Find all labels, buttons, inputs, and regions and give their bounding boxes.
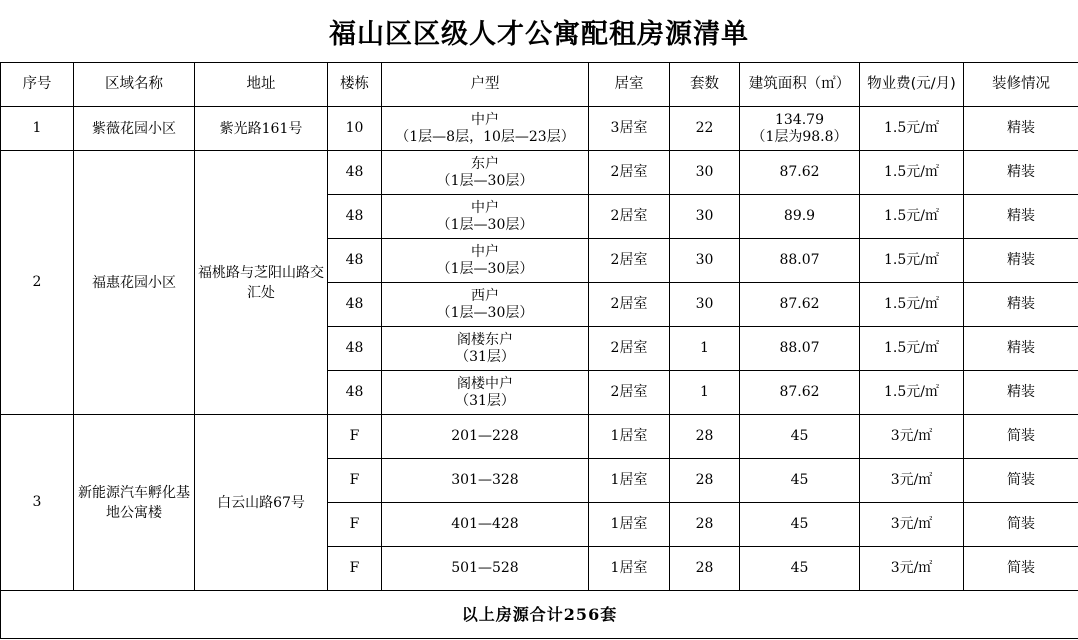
header-row — [1, 63, 1078, 107]
unit-type: 201—228 — [382, 415, 589, 459]
rooms: 2居室 — [589, 371, 670, 415]
header-cell: 套数 — [670, 63, 740, 107]
floor-area: 88.07 — [740, 327, 860, 371]
document-title: 福山区区级人才公寓配租房源清单 — [329, 18, 749, 50]
floor-area: 45 — [740, 415, 860, 459]
footer-row — [1, 591, 1078, 639]
property-fee: 1.5元/㎡ — [860, 151, 964, 195]
unit-type-line: 阁楼中户 — [457, 375, 513, 392]
decoration: 精装 — [964, 107, 1078, 151]
unit-type-line: （1层—30层） — [436, 260, 534, 277]
rooms: 3居室 — [589, 107, 670, 151]
property-fee: 3元/㎡ — [860, 547, 964, 591]
property-fee: 3元/㎡ — [860, 503, 964, 547]
floor-area: 45 — [740, 547, 860, 591]
table-row — [1, 151, 1078, 195]
unit-count: 28 — [670, 547, 740, 591]
unit-type: 401—428 — [382, 503, 589, 547]
unit-type-line: 中户 — [471, 199, 499, 216]
floor-area: 45 — [740, 503, 860, 547]
unit-type — [382, 371, 589, 415]
floor-area: 45 — [740, 459, 860, 503]
total-summary: 以上房源合计256套 — [1, 591, 1078, 639]
property-fee: 1.5元/㎡ — [860, 327, 964, 371]
decoration: 精装 — [964, 283, 1078, 327]
unit-type: 501—528 — [382, 547, 589, 591]
row-number: 1 — [1, 107, 74, 151]
building: 48 — [328, 327, 382, 371]
property-fee: 1.5元/㎡ — [860, 107, 964, 151]
property-fee: 1.5元/㎡ — [860, 195, 964, 239]
unit-type — [382, 239, 589, 283]
property-fee: 1.5元/㎡ — [860, 239, 964, 283]
unit-type — [382, 327, 589, 371]
building: 48 — [328, 195, 382, 239]
floor-area: 87.62 — [740, 151, 860, 195]
property-fee: 3元/㎡ — [860, 459, 964, 503]
property-fee: 1.5元/㎡ — [860, 283, 964, 327]
unit-type — [382, 151, 589, 195]
building: 48 — [328, 371, 382, 415]
rooms: 2居室 — [589, 327, 670, 371]
unit-type-line: （1层—8层，10层—23层） — [395, 128, 575, 145]
rooms: 2居室 — [589, 283, 670, 327]
row-number: 2 — [1, 151, 74, 415]
decoration: 简装 — [964, 459, 1078, 503]
address: 紫光路161号 — [195, 107, 328, 151]
rooms: 2居室 — [589, 151, 670, 195]
decoration: 精装 — [964, 195, 1078, 239]
unit-count: 28 — [670, 503, 740, 547]
unit-count: 30 — [670, 151, 740, 195]
housing-table — [0, 62, 1078, 639]
header-cell: 居室 — [589, 63, 670, 107]
address: 福桃路与芝阳山路交汇处 — [195, 151, 328, 415]
building: 48 — [328, 239, 382, 283]
unit-type-line: （1层—30层） — [436, 172, 534, 189]
decoration: 精装 — [964, 371, 1078, 415]
unit-count: 28 — [670, 459, 740, 503]
unit-count: 1 — [670, 371, 740, 415]
building: 48 — [328, 151, 382, 195]
floor-area — [740, 107, 860, 151]
table-row — [1, 107, 1078, 151]
address: 白云山路67号 — [195, 415, 328, 591]
unit-type-line: （31层） — [455, 348, 515, 365]
unit-type-line: （31层） — [455, 392, 515, 409]
decoration: 精装 — [964, 151, 1078, 195]
header-cell: 楼栋 — [328, 63, 382, 107]
header-cell: 装修情况 — [964, 63, 1078, 107]
property-fee: 3元/㎡ — [860, 415, 964, 459]
rooms: 2居室 — [589, 195, 670, 239]
region-name: 新能源汽车孵化基地公寓楼 — [74, 415, 195, 591]
property-fee: 1.5元/㎡ — [860, 371, 964, 415]
decoration: 简装 — [964, 547, 1078, 591]
unit-type-line: （1层—30层） — [436, 304, 534, 321]
building: F — [328, 503, 382, 547]
floor-area: 87.62 — [740, 283, 860, 327]
header-cell: 区域名称 — [74, 63, 195, 107]
floor-area: 87.62 — [740, 371, 860, 415]
rooms: 1居室 — [589, 459, 670, 503]
table-row — [1, 415, 1078, 459]
decoration: 简装 — [964, 415, 1078, 459]
floor-area-line: 134.79 — [775, 111, 824, 128]
rooms: 1居室 — [589, 415, 670, 459]
unit-count: 28 — [670, 415, 740, 459]
unit-type-line: 中户 — [471, 111, 499, 128]
building: F — [328, 547, 382, 591]
decoration: 简装 — [964, 503, 1078, 547]
unit-count: 22 — [670, 107, 740, 151]
header-cell: 建筑面积（㎡） — [740, 63, 860, 107]
unit-type-line: 中户 — [471, 243, 499, 260]
unit-type-line: 阁楼东户 — [457, 331, 513, 348]
rooms: 2居室 — [589, 239, 670, 283]
unit-type — [382, 283, 589, 327]
header-cell: 序号 — [1, 63, 74, 107]
decoration: 精装 — [964, 327, 1078, 371]
unit-type — [382, 195, 589, 239]
unit-type — [382, 107, 589, 151]
unit-type-line: （1层—30层） — [436, 216, 534, 233]
rooms: 1居室 — [589, 547, 670, 591]
region-name: 福惠花园小区 — [74, 151, 195, 415]
header-cell: 物业费(元/月) — [860, 63, 964, 107]
building: F — [328, 415, 382, 459]
table-body — [1, 107, 1078, 639]
region-name: 紫薇花园小区 — [74, 107, 195, 151]
header-cell: 户型 — [382, 63, 589, 107]
unit-count: 1 — [670, 327, 740, 371]
building: 48 — [328, 283, 382, 327]
floor-area: 89.9 — [740, 195, 860, 239]
unit-type-line: 东户 — [471, 155, 499, 172]
building: 10 — [328, 107, 382, 151]
floor-area: 88.07 — [740, 239, 860, 283]
floor-area-line: （1层为98.8） — [751, 128, 848, 145]
unit-type-line: 西户 — [471, 287, 499, 304]
rooms: 1居室 — [589, 503, 670, 547]
unit-count: 30 — [670, 239, 740, 283]
unit-type: 301—328 — [382, 459, 589, 503]
header-cell: 地址 — [195, 63, 328, 107]
decoration: 精装 — [964, 239, 1078, 283]
unit-count: 30 — [670, 195, 740, 239]
unit-count: 30 — [670, 283, 740, 327]
row-number: 3 — [1, 415, 74, 591]
building: F — [328, 459, 382, 503]
